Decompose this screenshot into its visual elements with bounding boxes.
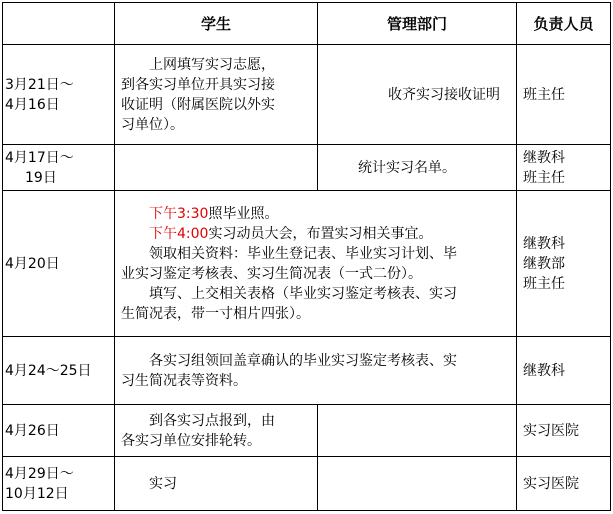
dept-cell: 收齐实习接收证明 — [318, 45, 517, 145]
merged-cell: 下午3:30照毕业照。 下午4:00实习动员大会，布置实习相关事宜。 领取相关资料：毕业生登记表、毕业实习计划、毕 业实习鉴定考核表、实习生简况表（一式二份）。 填写、上交相关表格（毕业实习鉴定考核表、实习 生简况表，带一寸相片四张）。 — [115, 191, 517, 337]
table-row — [3, 405, 611, 457]
student-cell: 实习 — [115, 457, 318, 511]
student-cell: 上网填写实习志愿， 到各实习单位开具实习接 收证明（附属医院以外实 习单位）。 — [115, 45, 318, 145]
person-cell: 继教科 继教部 班主任 — [517, 191, 611, 337]
person-cell: 继教科 班主任 — [517, 145, 611, 191]
date-cell: 4月24～25日 — [3, 337, 115, 405]
header-row — [3, 3, 611, 45]
dept-cell — [318, 457, 517, 511]
person-cell: 实习医院 — [517, 405, 611, 457]
person-cell: 班主任 — [517, 45, 611, 145]
date-cell: 4月20日 — [3, 191, 115, 337]
header-person: 负责人员 — [517, 3, 611, 45]
table-row — [3, 45, 611, 145]
table-row — [3, 337, 611, 405]
header-dept: 管理部门 — [318, 3, 517, 45]
date-cell: 4月26日 — [3, 405, 115, 457]
dept-cell: 统计实习名单。 — [318, 145, 517, 191]
person-cell: 继教科 — [517, 337, 611, 405]
schedule-table — [2, 2, 611, 511]
person-cell: 实习医院 — [517, 457, 611, 511]
table-row — [3, 145, 611, 191]
date-cell: 4月17日～ 19日 — [3, 145, 115, 191]
date-cell: 3月21日～ 4月16日 — [3, 45, 115, 145]
header-student: 学生 — [115, 3, 318, 45]
student-cell: 到各实习点报到，由 各实习单位安排轮转。 — [115, 405, 318, 457]
table-row — [3, 457, 611, 511]
date-cell: 4月29日～ 10月12日 — [3, 457, 115, 511]
table-row — [3, 191, 611, 337]
student-cell — [115, 145, 318, 191]
header-date-cell — [3, 3, 115, 45]
merged-cell: 各实习组领回盖章确认的毕业实习鉴定考核表、实 习生简况表等资料。 — [115, 337, 517, 405]
dept-cell — [318, 405, 517, 457]
